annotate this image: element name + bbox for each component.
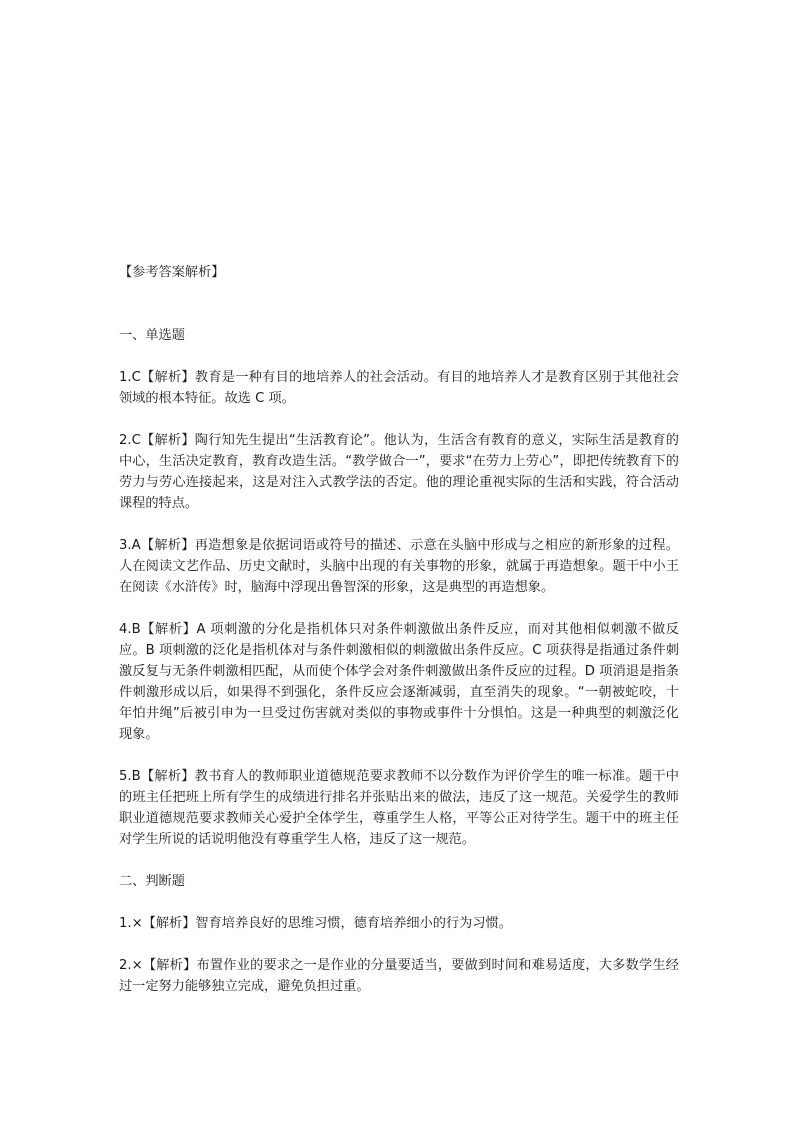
answer-item-true-false-1: 1.×【解析】智育培养良好的思维习惯，德育培养细小的行为习惯。 bbox=[119, 916, 512, 931]
section-heading-true-false: 二、判断题 bbox=[119, 874, 185, 889]
answer-item-single-choice-5: 5.B【解析】教书育人的教师职业道德规范要求教师不以分数作为评价学生的唯一标准。题干中的班主任把班上所有学生的成绩进行排名并张贴出来的做法，违反了这一规范。关爱学生的教师职业道德规范要求教师关心爱护全体学生，尊重学生人格，平等公正对待学生。题干中的班主任对学生所说的话说明他没有尊重学生人格，违反了这一规范。 bbox=[119, 769, 679, 847]
answer-item-single-choice-1: 1.C【解析】教育是一种有目的地培养人的社会活动。有目的地培养人才是教育区别于其他社会领域的根本特征。故选 C 项。 bbox=[119, 370, 679, 406]
answer-analysis-content bbox=[119, 262, 679, 1018]
document-title: 【参考答案解析】 bbox=[119, 265, 225, 280]
answer-item-single-choice-2: 2.C【解析】陶行知先生提出“生活教育论”。他认为，生活含有教育的意义，实际生活是教育的中心，生活决定教育，教育改造生活。“教学做合一”，要求“在劳力上劳心”，即把传统教育下的劳力与劳心连接起来，这是对注入式教学法的否定。他的理论重视实际的生活和实践，符合活动课程的特点。 bbox=[119, 433, 679, 511]
answer-item-single-choice-4: 4.B【解析】A 项刺激的分化是指机体只对条件刺激做出条件反应，而对其他相似刺激不做反应。B 项刺激的泛化是指机体对与条件刺激相似的刺激做出条件反应。C 项获得是指通过条件刺激反复与无条件刺激相匹配，从而使个体学会对条件刺激做出条件反应的过程。D 项消退是指条件刺激形成以后，如果得不到强化，条件反应会逐渐减弱，直至消失的现象。“一朝被蛇咬，十年怕井绳”后被引申为一旦受过伤害就对类似的事物或事件十分惧怕。这是一种典型的刺激泛化现象。 bbox=[119, 622, 679, 742]
answer-item-true-false-2: 2.×【解析】布置作业的要求之一是作业的分量要适当，要做到时间和难易适度，大多数学生经过一定努力能够独立完成，避免负担过重。 bbox=[119, 958, 679, 994]
answer-item-single-choice-3: 3.A【解析】再造想象是依据词语或符号的描述、示意在头脑中形成与之相应的新形象的过程。人在阅读文艺作品、历史文献时，头脑中出现的有关事物的形象，就属于再造想象。题干中小王在阅读《水浒传》时，脑海中浮现出鲁智深的形象，这是典型的再造想象。 bbox=[119, 538, 679, 595]
section-heading-single-choice: 一、单选题 bbox=[119, 328, 185, 343]
